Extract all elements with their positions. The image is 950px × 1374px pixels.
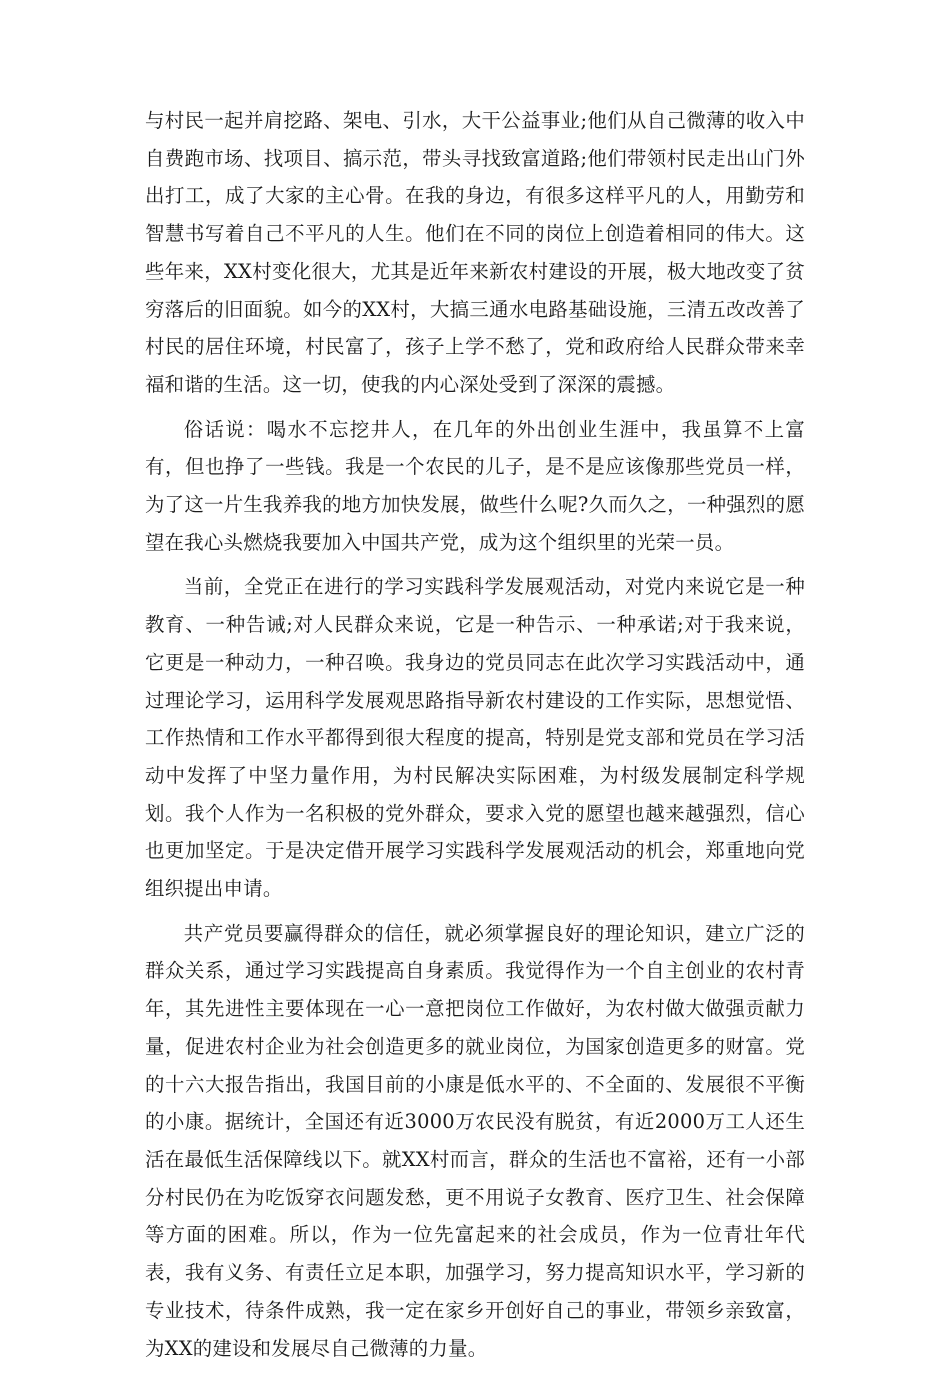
paragraph-current-activity: 当前，全党正在进行的学习实践科学发展观活动，对党内来说它是一种教育、一种告诫;对人民群众来说，它是一种告示、一种承诺;对于我来说，它更是一种动力，一种召唤。我身边的党员同志在此次学习实践活动中，通过理论学习，运用科学发展观思路指导新农村建设的工作实际，思想觉悟、工作热情和工作水平都得到很大程度的提高，特别是党支部和党员在学习活动中发挥了中坚力量作用，为村民解决实际困难，为村级发展制定科学规划。我个人作为一名积极的党外群众，要求入党的愿望也越来越强烈，信心也更加坚定。于是决定借开展学习实践科学发展观活动的机会，郑重地向党组织提出申请。 [145,575,805,901]
paragraph-continuation: 与村民一起并肩挖路、架电、引水，大干公益事业;他们从自己微薄的收入中自费跑市场、找项目、搞示范，带头寻找致富道路;他们带领村民走出山门外出打工，成了大家的主心骨。在我的身边，有很多这样平凡的人，用勤劳和智慧书写着自己不平凡的人生。他们在不同的岗位上创造着相同的伟大。这些年来，XX村变化很大，尤其是近年来新农村建设的开展，极大地改变了贫穷落后的旧面貌。如今的XX村，大搞三通水电路基础设施，三清五改改善了村民的居住环境，村民富了，孩子上学不愁了，党和政府给人民群众带来幸福和谐的生活。这一切，使我的内心深处受到了深深的震撼。 [145,109,805,396]
document-page [145,102,805,1374]
paragraph-proverb: 俗话说：喝水不忘挖井人，在几年的外出创业生涯中，我虽算不上富有，但也挣了一些钱。我是一个农民的儿子，是不是应该像那些党员一样，为了这一片生我养我的地方加快发展，做些什么呢?久而久之，一种强烈的愿望在我心头燃烧我要加入中国共产党，成为这个组织里的光荣一员。 [145,417,805,554]
paragraph-party-member-duty: 共产党员要赢得群众的信任，就必须掌握良好的理论知识，建立广泛的群众关系，通过学习实践提高自身素质。我觉得作为一个自主创业的农村青年，其先进性主要体现在一心一意把岗位工作做好，为农村做大做强贡献力量，促进农村企业为社会创造更多的就业岗位，为国家创造更多的财富。党的十六大报告指出，我国目前的小康是低水平的、不全面的、发展很不平衡的小康。据统计，全国还有近3000万农民没有脱贫，有近2000万工人还生活在最低生活保障线以下。就XX村而言，群众的生活也不富裕，还有一小部分村民仍在为吃饭穿衣问题发愁，更不用说子女教育、医疗卫生、社会保障等方面的困难。所以，作为一位先富起来的社会成员，作为一位青壮年代表，我有义务、有责任立足本职，加强学习，努力提高知识水平，学习新的专业技术，待条件成熟，我一定在家乡开创好自己的事业，带领乡亲致富，为XX的建设和发展尽自己微薄的力量。 [145,921,805,1360]
